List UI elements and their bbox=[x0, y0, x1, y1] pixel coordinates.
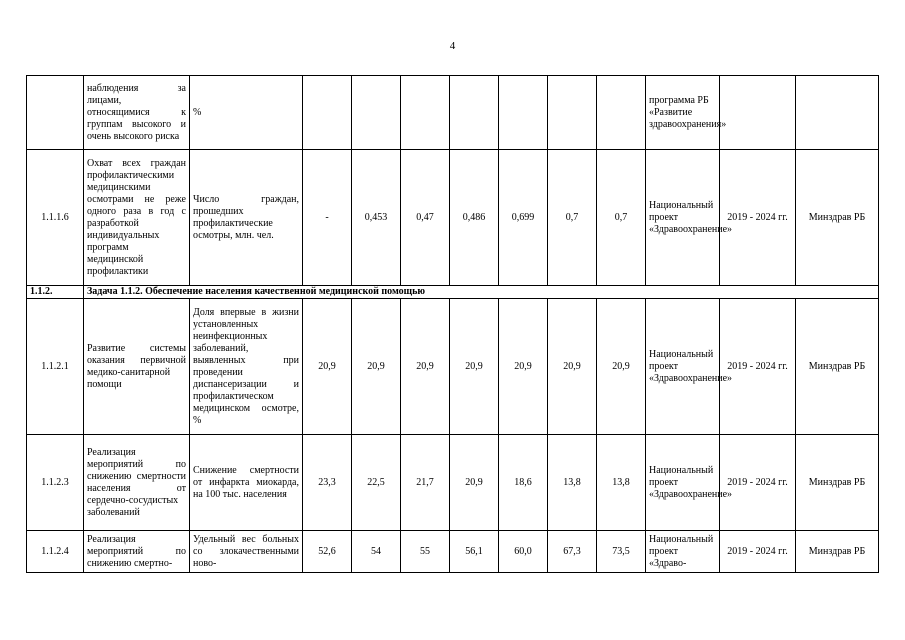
value-cell: 54 bbox=[352, 531, 401, 573]
value-cell: 0,699 bbox=[499, 150, 548, 286]
value-cell: 73,5 bbox=[597, 531, 646, 573]
value-cell: 0,7 bbox=[597, 150, 646, 286]
row-code: 1.1.1.6 bbox=[27, 150, 84, 286]
value-cell: 18,6 bbox=[499, 435, 548, 531]
value-cell: 60,0 bbox=[499, 531, 548, 573]
measure-cell: Реализация мероприятий по снижению смертности населения от сердечно-сосудистых заболеваний bbox=[84, 435, 190, 531]
executor-cell: Минздрав РБ bbox=[796, 299, 879, 435]
value-cell: 20,9 bbox=[499, 299, 548, 435]
row-code: 1.1.2.3 bbox=[27, 435, 84, 531]
program-cell: Национальный проект «Здравоохранение» bbox=[646, 299, 720, 435]
value-cell: 56,1 bbox=[450, 531, 499, 573]
value-cell: 52,6 bbox=[303, 531, 352, 573]
period-cell: 2019 - 2024 гг. bbox=[720, 531, 796, 573]
measure-cell: Реализация мероприятий по снижению смертно- bbox=[84, 531, 190, 573]
measures-table bbox=[26, 75, 879, 573]
value-cell bbox=[499, 76, 548, 150]
value-cell: 0,7 bbox=[548, 150, 597, 286]
row-code: 1.1.2.1 bbox=[27, 299, 84, 435]
table-row bbox=[27, 76, 879, 150]
executor-cell: Минздрав РБ bbox=[796, 531, 879, 573]
value-cell: 67,3 bbox=[548, 531, 597, 573]
executor-cell bbox=[796, 76, 879, 150]
value-cell: 20,9 bbox=[597, 299, 646, 435]
value-cell: 13,8 bbox=[548, 435, 597, 531]
measure-cell: наблюдения за лицами, относящимися к группам высокого и очень высокого риска bbox=[84, 76, 190, 150]
value-cell bbox=[352, 76, 401, 150]
executor-cell: Минздрав РБ bbox=[796, 150, 879, 286]
period-cell: 2019 - 2024 гг. bbox=[720, 435, 796, 531]
value-cell: 0,47 bbox=[401, 150, 450, 286]
value-cell: - bbox=[303, 150, 352, 286]
table-row bbox=[27, 435, 879, 531]
value-cell: 20,9 bbox=[548, 299, 597, 435]
period-cell: 2019 - 2024 гг. bbox=[720, 150, 796, 286]
value-cell: 23,3 bbox=[303, 435, 352, 531]
row-code bbox=[27, 76, 84, 150]
row-code: 1.1.2.4 bbox=[27, 531, 84, 573]
indicator-cell: Число граждан, прошедших профилактические осмотры, млн. чел. bbox=[190, 150, 303, 286]
value-cell: 0,453 bbox=[352, 150, 401, 286]
indicator-cell: Доля впервые в жизни установленных неинфекционных заболеваний, выявленных при проведении диспансеризации и профилактическом медицинском осмотре, % bbox=[190, 299, 303, 435]
value-cell: 55 bbox=[401, 531, 450, 573]
value-cell bbox=[450, 76, 499, 150]
page-number: 4 bbox=[449, 40, 456, 52]
program-cell: программа РБ «Развитие здравоохранения» bbox=[646, 76, 720, 150]
measure-cell: Развитие системы оказания первичной медико-санитарной помощи bbox=[84, 299, 190, 435]
program-cell: Национальный проект «Здраво- bbox=[646, 531, 720, 573]
indicator-cell: Снижение смертности от инфаркта миокарда, на 100 тыс. населения bbox=[190, 435, 303, 531]
period-cell: 2019 - 2024 гг. bbox=[720, 299, 796, 435]
executor-cell: Минздрав РБ bbox=[796, 435, 879, 531]
value-cell: 20,9 bbox=[352, 299, 401, 435]
program-cell: Национальный проект «Здравоохранение» bbox=[646, 435, 720, 531]
value-cell: 21,7 bbox=[401, 435, 450, 531]
task-title: Задача 1.1.2. Обеспечение населения качественной медицинской помощью bbox=[84, 286, 879, 299]
measure-cell: Охват всех граждан профилактическими медицинскими осмотрами не реже одного раза в год с разработкой индивидуальных программ медицинской профилактики bbox=[84, 150, 190, 286]
table-row bbox=[27, 299, 879, 435]
value-cell: 20,9 bbox=[303, 299, 352, 435]
value-cell bbox=[548, 76, 597, 150]
period-cell bbox=[720, 76, 796, 150]
task-code: 1.1.2. bbox=[27, 286, 84, 299]
task-row bbox=[27, 286, 879, 299]
value-cell: 20,9 bbox=[450, 299, 499, 435]
program-cell: Национальный проект «Здравоохранение» bbox=[646, 150, 720, 286]
indicator-cell: % bbox=[190, 76, 303, 150]
value-cell: 13,8 bbox=[597, 435, 646, 531]
value-cell: 0,486 bbox=[450, 150, 499, 286]
value-cell bbox=[597, 76, 646, 150]
indicator-cell: Удельный вес больных со злокачественными ново- bbox=[190, 531, 303, 573]
value-cell bbox=[401, 76, 450, 150]
value-cell bbox=[303, 76, 352, 150]
value-cell: 20,9 bbox=[450, 435, 499, 531]
value-cell: 22,5 bbox=[352, 435, 401, 531]
table-row bbox=[27, 531, 879, 573]
value-cell: 20,9 bbox=[401, 299, 450, 435]
table-row bbox=[27, 150, 879, 286]
